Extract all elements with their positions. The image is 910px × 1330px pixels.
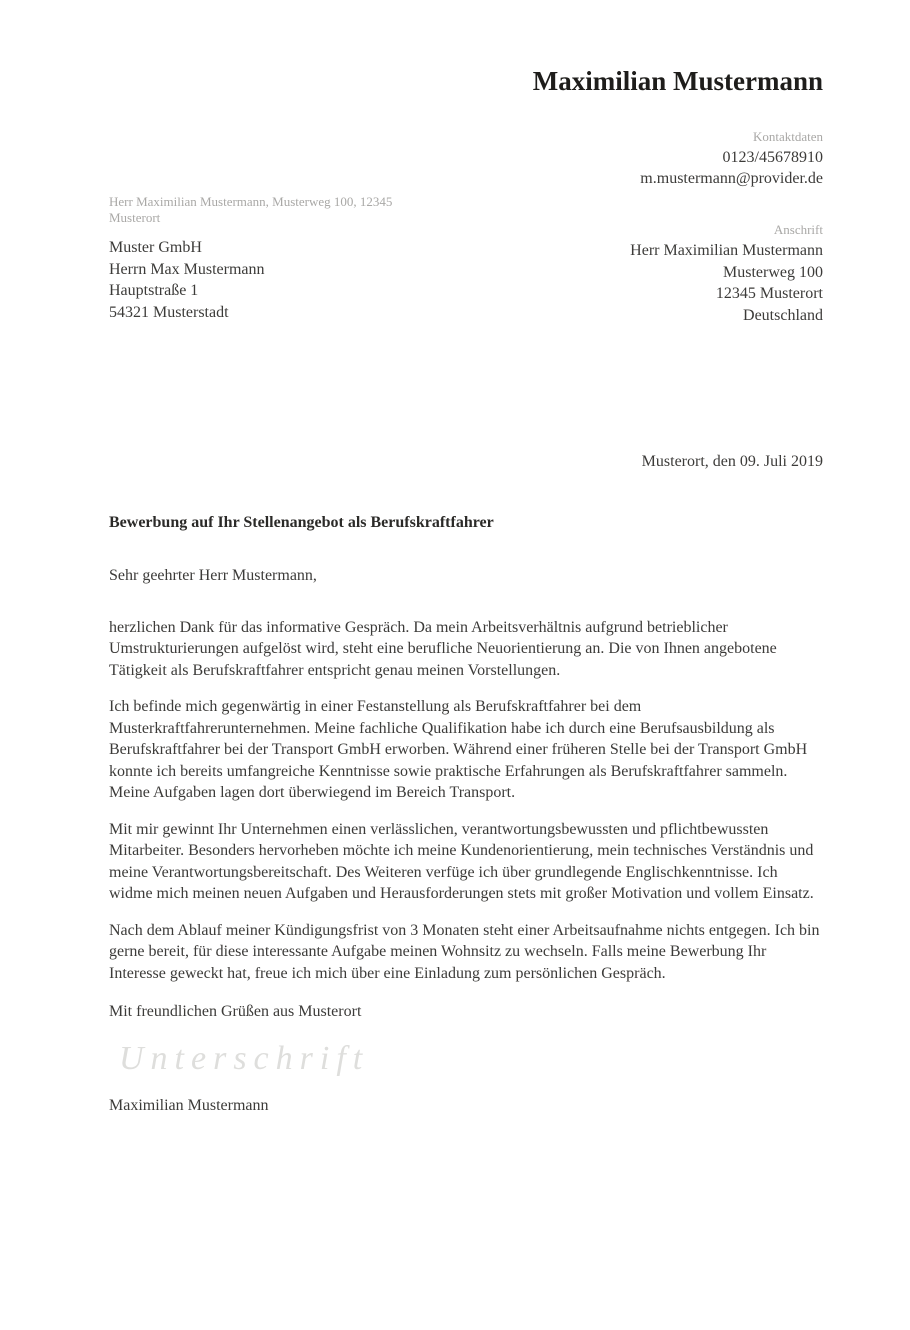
recipient-line-person: Herrn Max Mustermann xyxy=(109,260,265,278)
signature-name: Maximilian Mustermann xyxy=(109,1096,269,1114)
sender-address-line-city: 12345 Musterort xyxy=(715,285,823,302)
address-row xyxy=(109,194,823,326)
recipient-address xyxy=(109,237,421,323)
subject-line: Bewerbung auf Ihr Stellenangebot als Berufskraftfahrer xyxy=(109,513,494,531)
contact-label: Kontaktdaten xyxy=(752,129,823,144)
body-paragraph-2: Ich befinde mich gegenwärtig in einer Festanstellung als Berufskraftfahrer bei dem Musterkraftfahrerunternehmen. Meine fachliche Qualifikation habe ich durch eine Berufsausbildung als Berufskraftfahrer bei der Transport GmbH erworben. Während einer früheren Stelle bei der Transport GmbH konnte ich bereits umfangreiche Kenntnisse sowie praktische Erfahrungen als Berufskraftfahrer sammeln. Meine Aufgaben lagen dort überwiegend im Bereich Transport. xyxy=(109,698,808,801)
page-title: Maximilian Mustermann xyxy=(532,66,823,96)
sender-address-section xyxy=(630,194,823,326)
salutation: Sehr geehrter Herr Mustermann, xyxy=(109,567,317,584)
body-paragraph-3: Mit mir gewinnt Ihr Unternehmen einen verlässlichen, verantwortungsbewussten und pflichtbewussten Mitarbeiter. Besonders hervorheben möchte ich meine Kundenorientierung, mein technisches Verständnis und meine Verantwortungsbereitschaft. Des Weiteren verfüge ich über grundlegende Englischkenntnisse. Ich widme mich meinen neuen Aufgaben und Herausforderungen stets mit großer Motivation und vollem Einsatz. xyxy=(109,820,814,902)
recipient-section xyxy=(109,194,421,326)
contact-phone: 0123/45678910 xyxy=(722,149,823,166)
sender-address-line-name: Herr Maximilian Mustermann xyxy=(630,242,823,259)
sender-line: Herr Maximilian Mustermann, Musterweg 100, 12345 Musterort xyxy=(109,194,393,225)
date-line: Musterort, den 09. Juli 2019 xyxy=(641,453,823,470)
body-paragraph-4: Nach dem Ablauf meiner Kündigungsfrist von 3 Monaten steht einer Arbeitsaufnahme nichts entgegen. Ich bin gerne bereit, für diese interessante Aufgabe meinen Wohnsitz zu wechseln. Falls meine Bewerbung Ihr Interesse geweckt hat, freue ich mich über eine Einladung zum persönlichen Gespräch. xyxy=(109,921,820,982)
recipient-line-street: Hauptstraße 1 xyxy=(109,282,199,299)
signature-script: Unterschrift xyxy=(119,1039,370,1077)
closing-line: Mit freundlichen Grüßen aus Musterort xyxy=(109,1003,362,1020)
sender-address-line-country: Deutschland xyxy=(743,306,823,324)
recipient-line-city: 54321 Musterstadt xyxy=(109,303,229,321)
contact-email: m.mustermann@provider.de xyxy=(640,170,823,187)
sender-address-label: Anschrift xyxy=(773,222,823,237)
contact-section xyxy=(109,126,823,189)
sender-address-line-street: Musterweg 100 xyxy=(723,263,823,281)
recipient-line-company: Muster GmbH xyxy=(109,239,202,256)
body-paragraph-1: herzlichen Dank für das informative Gespräch. Da mein Arbeitsverhältnis aufgrund betrieblicher Umstrukturierungen aufgelöst wird, steht eine berufliche Neuorientierung an. Die von Ihnen angebotene Tätigkeit als Berufskraftfahrer entspricht genau meinen Vorstellungen. xyxy=(109,618,777,679)
